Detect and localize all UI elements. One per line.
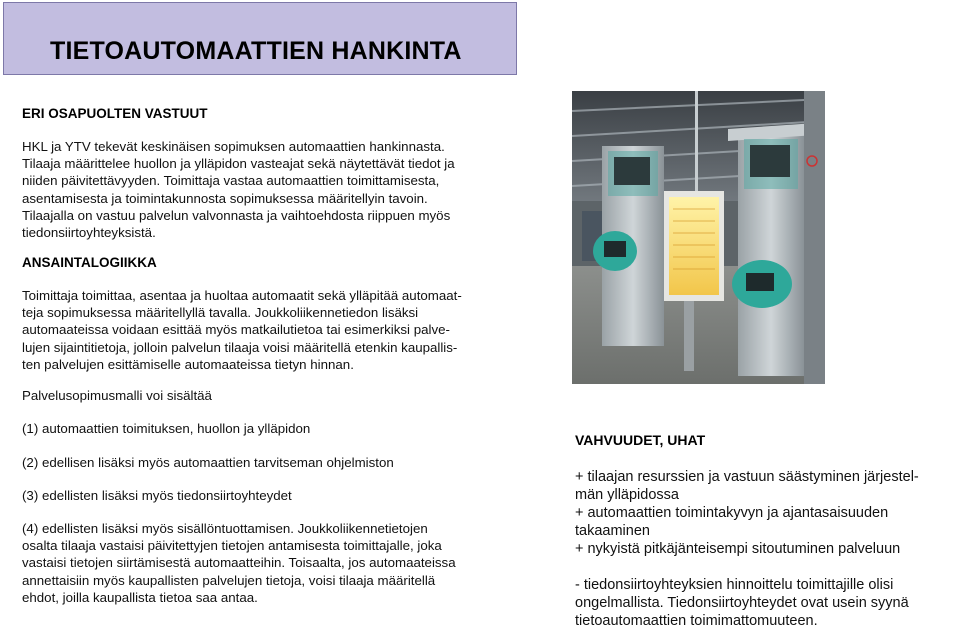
threat-line: tietoautomaattien toimimattomuuteen. (575, 613, 818, 629)
section-heading-revenue-model: ANSAINTALOGIIKKA (22, 255, 157, 270)
service-model-item-4 (22, 520, 498, 606)
kiosk-photo (572, 91, 825, 384)
strength-line: + nykyistä pitkäjänteisempi sitoutuminen palveluun (575, 541, 901, 557)
page-title: TIETOAUTOMAATTIEN HANKINTA (50, 37, 462, 65)
strengths-heading: VAHVUUDET, UHAT (575, 432, 706, 448)
paragraph-line: ten palvelujen esittämiselle automaateissa tietyn hinnan. (22, 356, 354, 372)
paragraph-line: lujen sijaintitietoja, jolloin palvelun tilaaja voisi määritellä etenkin kaupallis- (22, 339, 458, 355)
service-model-item-3: (3) edellisten lisäksi myös tiedonsiirtoyhteydet (22, 488, 292, 503)
paragraph-line: ehdot, joilla kaupallista tietoa saa antaa. (22, 589, 258, 605)
paragraph-line: osalta tilaaja vastaisi päivitettyjen tietojen antamisesta toimittajalle, joka (22, 538, 442, 554)
strengths-list (575, 468, 919, 558)
revenue-model-paragraph (22, 287, 498, 373)
paragraph-line: vastaisi tietojen siirtämisestä automaatteihin. Toisaalta, jos automaateissa (22, 555, 456, 571)
paragraph-line: Toimittaja toimittaa, asentaa ja huoltaa automaatit sekä ylläpitää automaat- (22, 288, 462, 303)
title-banner (3, 2, 517, 75)
paragraph-line: teja sopimuksessa määritellyllä tavalla. Joukkoliikennetiedon lisäksi (22, 305, 419, 321)
threats-list (575, 576, 909, 630)
kiosk-illustration (572, 91, 825, 384)
paragraph-line: annettaisiin myös kaupallisten palvelujen tietoja, voisi tilaaja määritellä (22, 572, 436, 588)
paragraph-line: (4) edellisten lisäksi myös sisällöntuottamisen. Joukkoliikennetietojen (22, 521, 428, 536)
paragraph-line: Tilaaja määrittelee huollon ja ylläpidon vasteajat sekä näytettävät tiedot ja (22, 156, 455, 172)
paragraph-line: automaateissa voidaan esittää myös matkailutietoa tai esimerkiksi palve- (22, 322, 450, 338)
paragraph-line: HKL ja YTV tekevät keskinäisen sopimuksen automaattien hankinnasta. (22, 139, 445, 154)
service-model-item-2: (2) edellisen lisäksi myös automaattien tarvitseman ohjelmiston (22, 455, 394, 470)
service-model-item-1: (1) automaattien toimituksen, huollon ja ylläpidon (22, 421, 311, 436)
strength-line: takaaminen (575, 523, 650, 539)
threat-line: - tiedonsiirtoyhteyksien hinnoittelu toimittajille olisi (575, 577, 894, 593)
paragraph-line: asentamisesta ja toimintakunnosta sopimuksessa määritellyin tavoin. (22, 190, 428, 206)
strength-line: + tilaajan resurssien ja vastuun säästyminen järjestel- (575, 469, 919, 485)
strength-line: män ylläpidossa (575, 487, 679, 503)
responsibilities-paragraph (22, 138, 498, 241)
paragraph-line: tiedonsiirtoyhteyksistä. (22, 225, 156, 241)
threat-line: ongelmallista. Tiedonsiirtoyhteydet ovat usein syynä (575, 595, 909, 611)
strength-line: + automaattien toimintakyvyn ja ajantasaisuuden (575, 505, 889, 521)
section-heading-responsibilities: ERI OSAPUOLTEN VASTUUT (22, 106, 208, 121)
paragraph-line: Tilaajalla on vastuu palvelun valvonnasta ja vaihtoehdosta riippuen myös (22, 207, 451, 223)
paragraph-line: niiden päivitettävyyden. Toimittaja vastaa automaattien toimittamisesta, (22, 173, 440, 189)
service-model-intro: Palvelusopimusmalli voi sisältää (22, 388, 212, 403)
